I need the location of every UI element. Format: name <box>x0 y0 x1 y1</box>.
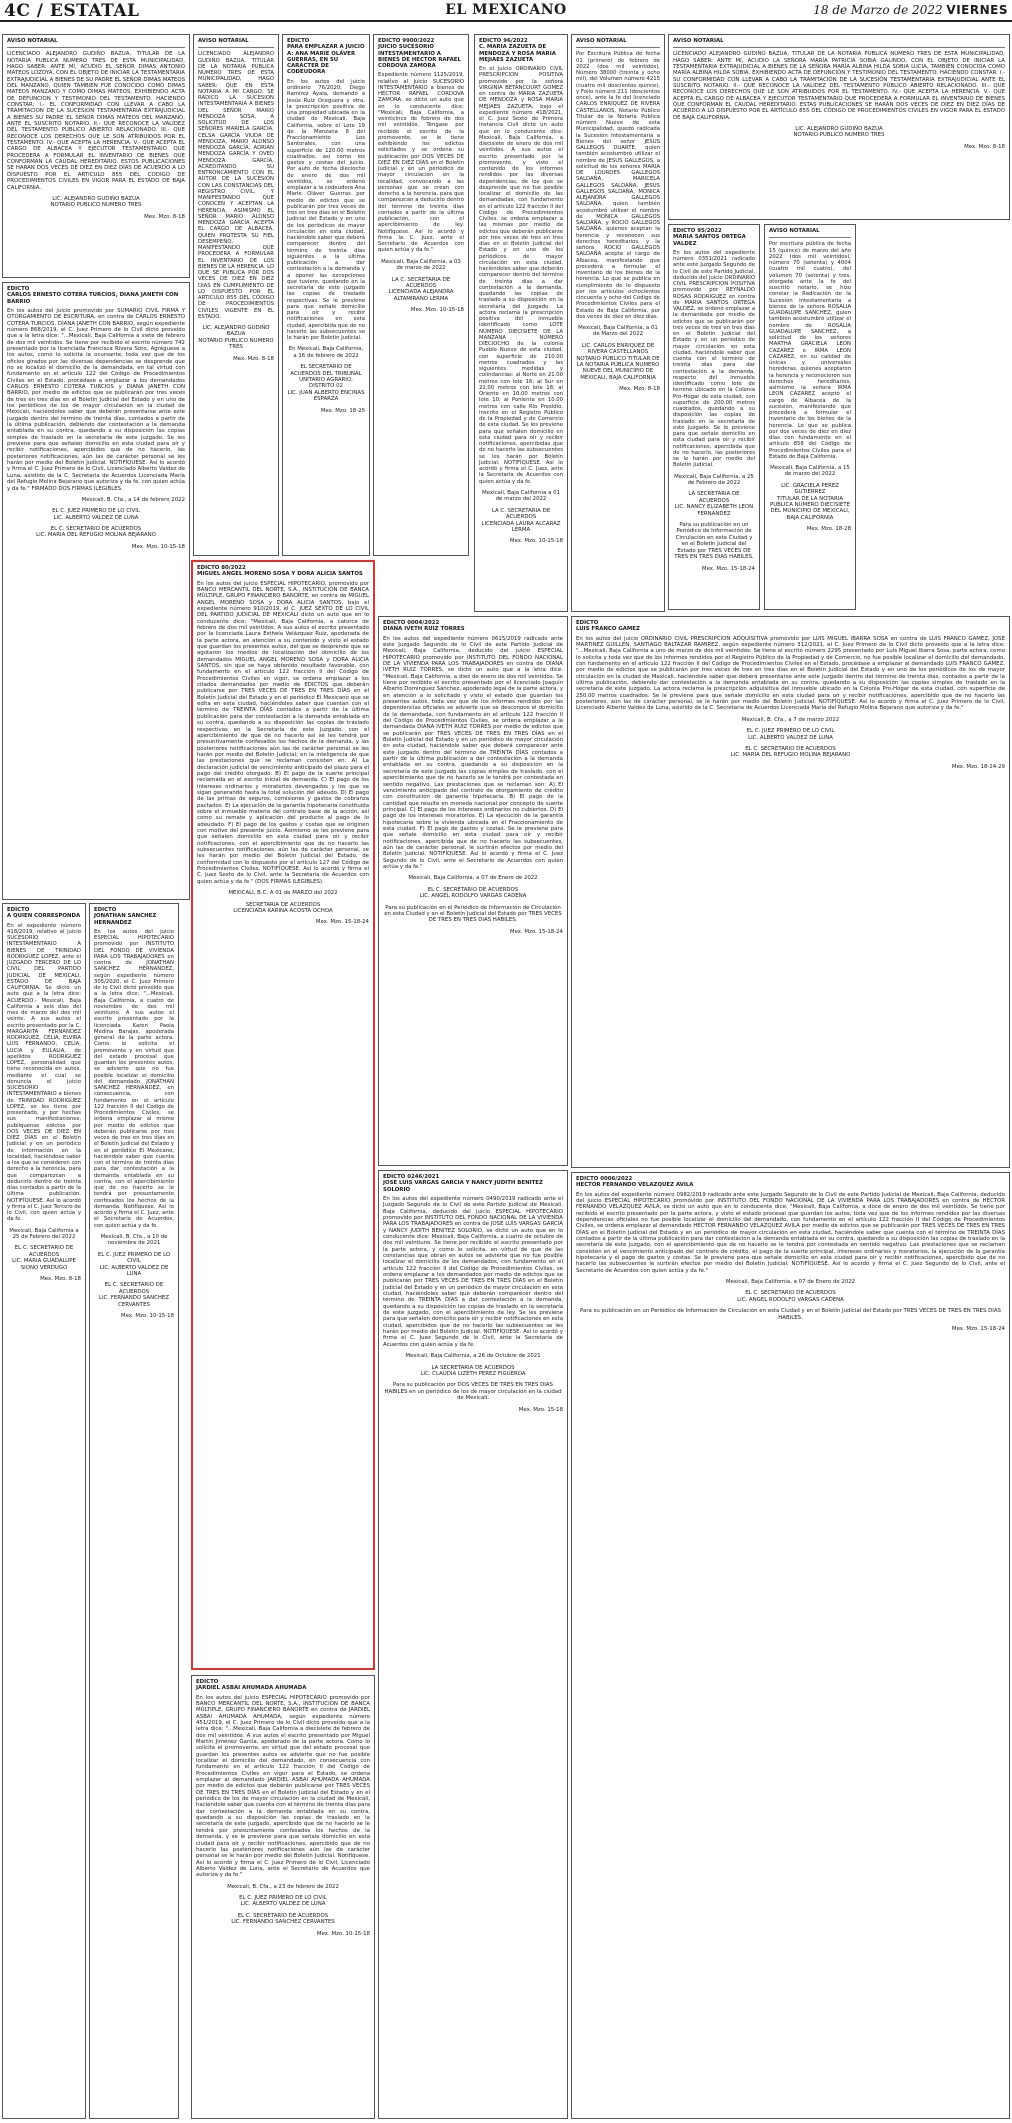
edicto-ana-marie-olaver <box>282 34 370 556</box>
ad-date: Mexicali, Baja California, a 15 de marzo del 2022 <box>770 465 850 478</box>
edicto-a-quien-corresponda <box>2 903 86 2119</box>
ad-secretary-name: LICENCIADA KARINA ACOSTA OCHOA <box>233 907 333 914</box>
ad-body: En los autos del juicio ESPECIAL HIPOTECARIO promovido por BANCO MERCANTIL DEL NORTE, S.A., INSTITUCIÓN DE BANCA MÚLTIPLE, GRUPO FINANCIERO BANORTE en contra de JARDIEL ASBAI AHUMADA AHUMADA, según expediente número 451/2019, el C. Juez Primero de lo Civil dictó proveído que a la letra dice: "...Mexicali, Baja California a diecisiete de febrero de dos mil veintidós. A sus autos el escrito presentado por Miguel Martín Jiménez García, apoderado de la parte actora. Como lo solicita el promovente, en virtud que del estado procesal que guardan los presentes autos se advierte que no fue posible localizar el domicilio del demandado, en consecuencia con fundamento en el artículo 122 fracción II del Código de Procedimientos Civiles en vigor para el Estado, se ordena emplazar al demandado JARDIEL ASBAI AHUMADA AHUMADA por medio de edictos que deberán publicarse por TRES VECES DE TRES EN TRES DÍAS en el Boletín Judicial del Estado y en el periódico de los de mayor circulación en la ciudad de Mexicali, haciéndole saber que cuenta con el término de treinta días para dar contestación a la demanda entablada en su contra, quedando a su disposición las copias de traslado en la secretaría de este juzgado, apercibido que de no hacerlo se le tendrá por presuntamente confesados los hechos de la demanda, y se le previene para que señale domicilio en esta ciudad para oír y recibir notificaciones, apercibido que de no hacerlo las posteriores notificaciones aún las de carácter personal se le harán por medio del Boletín Judicial. Notifíquese. Así lo acordó y firma el C. Juez Primero de lo Civil, Licenciado Alberto Valdez de Luna, ante el Secretario de Acuerdos que autoriza y da fe." <box>196 1694 370 1879</box>
ad-date: En Mexicali, Baja California, a 16 de febrero de 2022 <box>288 346 364 359</box>
ad-date: Mexicali, Baja California a 01 de marzo del 2022 <box>482 489 560 503</box>
ad-body: En los autos del expediente número 0982/2019 radicado ante este Juzgado Segundo de lo Civil de este Partido Judicial de Mexicali, Baja California, deducido del juicio ESPECIAL HIPOTECARIO promovido por INSTITUTO DEL FONDO NACIONAL DE LA VIVIENDA PARA LOS TRABAJADORES en contra de HECTOR FERNANDO VELAZQUEZ AVILA, se dictó un auto que en lo conducente dice: "Mexicali, Baja California, a doce de enero de dos mil veintidós. Se tiene por recibido el escrito presentado por la parte actora, y visto el estado procesal que guardan los autos, toda vez que de los informes rendidos por las diversas dependencias oficiales no fue posible localizar el domicilio del demandado, con fundamento en el artículo 122 fracción II del Código de Procedimientos Civiles, se ordena emplazar al demandado HECTOR FERNANDO VELAZQUEZ AVILA por medio de edictos que se publicarán por TRES VECES DE TRES EN TRES DÍAS en el Boletín Judicial del Estado y en un periódico de mayor circulación en esta ciudad, haciéndole saber que cuenta con el término de TREINTA DÍAS contados a partir de la última publicación para dar contestación a la demanda entablada en su contra, quedando a su disposición las copias de traslado en la secretaría de este juzgado, con el apercibimiento que de no hacerlo se le tendrá por contestada en sentido negativo. Las prestaciones que se reclaman consisten en el vencimiento anticipado del contrato de crédito, el pago de la suerte principal, intereses ordinarios y moratorios, la ejecución de la garantía hipotecaria y el pago de gastos y costas. Se le previene para que señale domicilio en esta ciudad para oír y recibir notificaciones, apercibido que de no hacerlo las subsecuentes le surtirán efectos por medio del Boletín Judicial. NOTIFÍQUESE. Así lo acordó y firma el C. Juez Segundo de lo Civil, ante el Secretario de Acuerdos con quien actúa y da fe." <box>576 1191 1005 1274</box>
ad-secretary-title: EL C. SECRETARIO DE ACUERDOS <box>104 1282 164 1295</box>
edicto-jonathan-sanchez <box>89 903 179 2119</box>
ad-date: Mexicali, Baja California, a 07 de Enero de 2022 <box>725 1279 856 1286</box>
ad-date: MEXICALI, B.C. A 01 de MARZO del 2022 <box>228 890 338 897</box>
ad-header: EDICTO <box>576 620 599 626</box>
ad-body: En el juicio ORDINARIO CIVIL PRESCRIPCION POSITIVA promovido por la señora VIRGINIA BETANCOURT GOMEZ en contra de MARIA ZAZUETA DE MENDOZA y ROSA MARIA MEJIAES ZAZUETA, bajo el expediente número 418/2021, el C. Juez Sexto de Primera Instancia Civil dictó un auto que en lo conducente dice: Mexicali, Baja California, a diecisiete de enero de dos mil veintidós. A sus autos el escrito presentado por la promovente, y visto el contenido de los informes rendidos por las diversas dependencias, de los que se desprende que no fue posible localizar el domicilio de las demandadas, con fundamento en el artículo 122 fracción II del Código de Procedimientos Civiles, se ordena emplazar a las mismas por medio de edictos que deberán publicarse por tres veces de tres en tres días en el Boletín Judicial del Estado y en uno de los periódicos de mayor circulación en esta ciudad, haciéndoles saber que deberán comparecer dentro del término de treinta días a dar contestación a la demanda, quedando las copias de traslado a su disposición en la secretaría del juzgado. La actora reclama la prescripción positiva del inmueble identificado como LOTE NÚMERO DIECISIETE DE LA MANZANA NÚMERO DIECIOCHO de la colonia Pueblo Nuevo de esta ciudad, con superficie de 210.00 metros cuadrados y las siguientes medidas y colindancias: al Norte en 21.00 metros con lote 16; al Sur en 21.00 metros con lote 18; al Oriente en 10.00 metros con lote 10; al Poniente en 10.00 metros con calle Río Presidio, inscrito en el Registro Público de la Propiedad y de Comercio de esta ciudad. Se les previene para que señalen domicilio en esta ciudad para oír y recibir notificaciones, apercibidas que de no hacerlo las subsecuentes se les harán por Boletín Judicial. NOTIFÍQUESE. Así lo acordó y firma el C. Juez, ante la Secretaria de Acuerdos con quien actúa y da fe. <box>479 66 563 485</box>
issue-date-text: 18 de Marzo de 2022 <box>813 3 943 17</box>
ad-signature-name: LIC. ALEJANDRO GUDIÑO BAZUA <box>52 195 140 202</box>
edicto-jardiel-ahumada <box>191 1675 375 2119</box>
ad-publication-note: Para su publicación en un Periódico de Información de Circulación en esta Ciudad y en el Boletín Judicial del Estado por TRES VECES DE TRES EN TRES DIAS HABILES. <box>580 1308 1001 1321</box>
ad-secretary-title: EL C. SECRETARIO DE ACUERDOS <box>50 526 142 533</box>
ad-publication-dates: Mex. Mzo. 8-18 <box>40 1276 81 1283</box>
ad-date: Mexicali, Baja California, a 25 de Febrero de 2022 <box>674 473 754 487</box>
ad-publication-dates: Mex. Mzo. 8-18 <box>964 143 1005 150</box>
ad-secretary-name: LIC. NANCY ELIZABETH LEON FERNANDEZ <box>674 504 754 517</box>
ad-judge-name: LIC. ALBERTO VALDEZ DE LUNA <box>99 1264 169 1277</box>
ad-addressee: DIANA IVETH RUIZ TORRES <box>383 626 465 633</box>
ad-secretary-title: LA C. SECRETARIA DE ACUERDOS <box>391 276 451 289</box>
ad-publication-note: Para su publicación en el Periódico de Información de Circulación en esta Ciudad y en el Boletín Judicial del Estado por TRES VECES DE TRES EN TRES DIAS HABILES. <box>384 904 562 924</box>
ad-date: Mexicali, B. Cfa., a 10 de noviembre de 2021 <box>100 1233 168 1247</box>
ad-addressee: JUICIO SUCESORIO INTESTAMENTARIO A BIENES DE HECTOR RAFAEL CORDOVA ZAMORA <box>378 44 461 70</box>
ad-publication-dates: Mex. Mzo. 18-25 <box>320 407 365 414</box>
section-title: 4C / ESTATAL <box>4 1 140 21</box>
ad-secretary-name: LICENCIADA ALEJANDRA ALTAMIRANO LERMA <box>388 289 454 302</box>
ad-secretary-name: LIC. FERNANDO SANCHEZ CERVANTES <box>98 1295 170 1308</box>
ad-header: EDICTO 96/2022 <box>479 38 528 44</box>
ad-secretary-name: LIC. JUAN ALBERTO ENCINAS ESPARZA <box>287 389 365 403</box>
ad-header: EDICTO <box>7 286 30 292</box>
ad-publication-dates: Mex. Mzo. 15-18-24 <box>701 565 755 572</box>
ad-publication-dates: Mex. Mzo. 8-18 <box>144 213 185 220</box>
ad-header: EDICTO <box>287 38 310 44</box>
ad-publication-note: Para su publicación por DOS VECES DE TRES EN TRES DIAS HABILES en un periódico de los de mayor circulación en la ciudad de Mexicali. <box>384 1382 562 1402</box>
ad-addressee: LUIS FRANCO GAMEZ <box>576 626 640 633</box>
ad-date: Mexicali, B. Cfa., a 7 de marzo 2022 <box>741 716 840 723</box>
ad-signature-name: LIC. ALEJANDRO GUDIÑO BAZUA <box>202 325 270 338</box>
ad-judge-title: EL C. JUEZ PRIMERO DE LO CIVIL <box>97 1251 171 1265</box>
ad-body: Por Escritura Pública de fecha 01 (primero) de febrero de 2022 (dos mil veintidós), Número 38000 (treinta y ocho mil), del Volumen número 4215 (cuatro mil doscientos quince), y Folio número 211 (doscientos once), ante la fe del licenciado CARLOS ENRIQUEZ DE RIVERA CASTELLANOS, Notario Público Titular de la Notaría Pública número Nueve de esta Municipalidad, quedó radicada la Sucesión Intestamentaria a Bienes del señor JESUS GALLEGOS DUARTE, quien también acostumbró utilizar el nombre de JESUS GALLEGOS, a solicitud de los señores MARIA DE LOURDES GALLEGOS SALDAÑA, MARICELA GALLEGOS SALDAÑA, JESUS GALLEGOS SALDAÑA, MONICA ALEJANDRA GALLEGOS SALDAÑA, quien también acostumbró utilizar el nombre de MONICA GALLEGOS SALDAÑA, y ROCIO GALLEGOS SALDAÑA, quienes aceptan la herencia y reconocen sus derechos hereditarios, y la señora ROCIO GALLEGOS SALDAÑA acepta el cargo de Albacea, manifestando que procederá a formular el inventario de los bienes de la herencia. Lo que se publica en cumplimiento de lo dispuesto por los artículos ochocientos cincuenta y ocho del Código de Procedimientos Civiles para el Estado de Baja California, por dos veces de diez en diez días. <box>576 51 660 320</box>
ad-publication-dates: Mex. Mzo. 8-18 <box>233 355 274 362</box>
ad-secretary-title: EL C. SECRETARIO DE ACUERDOS <box>237 1912 329 1919</box>
ad-secretary-name: LIC. MARIA DEL REFUGIO MOLINA BEJARANO <box>730 752 851 759</box>
ad-secretary-title: LA SECRETARIA DE ACUERDOS <box>431 1364 515 1371</box>
ad-secretary-name: LICENCIADA LAURA ALCARAZ LERMA <box>481 520 561 533</box>
ad-divider <box>769 237 851 238</box>
ad-publication-dates: Mex. Mzo. 10-15-18 <box>509 538 563 545</box>
ad-header: AVISO NOTARIAL <box>576 38 627 44</box>
ad-divider <box>7 47 185 48</box>
ad-addressee: MARIA SANTOS ORTEGA VALDEZ <box>673 234 746 247</box>
ad-body: En los autos del juicio ordinario 76/2020, Diego Ramírez Ayala, demandó a Jesús Ruiz Oceguera y otra, la prescripción positiva de una propiedad ubicada en la ciudad de Mexicali, Baja California, sobre el Lote 19 de la Manzana 8 del Fraccionamiento Los Santorales, con una superficie de 120.00 metros cuadrados, así como los gastos y costas del juicio. Por auto de fecha dieciocho de enero de dos mil veintidós, se ordenó emplazar a la codeudora Ana Marie Oláver Guerras por medio de edictos que se publicarán por tres veces de tres en tres días en el Boletín Judicial del Estado y en uno de los periódicos de mayor circulación en esta ciudad, haciéndole saber que deberá comparecer dentro del término de treinta días siguientes a la última publicación a dar contestación a la demanda y a oponer las excepciones que tuviere, quedando en la secretaría de este juzgado las copias de traslado respectivas. Se le previene para que señale domicilio para oír y recibir notificaciones en esta ciudad, apercibida que de no hacerlo las subsecuentes se le harán por Boletín Judicial. <box>287 78 365 342</box>
ad-signature-title: NOTARIO PUBLICO NUMERO TRES <box>198 337 274 351</box>
ad-body: Expediente número 1125/2019, relativo al juicio SUCESORIO INTESTAMENTARIO a bienes de HECTOR RAFAEL CORDOVA ZAMORA, se dictó un auto que en lo conducente dice: "Mexicali, Baja California, a veinticinco de febrero de dos mil veintidós. Téngase por recibido el escrito de la promovente, se le tiene exhibiendo los edictos solicitados y se ordena su publicación por DOS VECES DE DIEZ EN DIEZ DÍAS en el Boletín Judicial y en un periódico de mayor circulación en la localidad, convocando a las personas que se crean con derecho a la herencia, para que comparezcan a deducirlo dentro del término de treinta días contados a partir de la última publicación, con el apercibimiento de ley. Notifíquese. Así lo acordó y firma la C. Juez, ante el Secretario de Acuerdos con quien actúa y da fe." <box>378 72 464 254</box>
ad-addressee: PARA EMPLAZAR A JUICIO A: ANA MARIE OLÁVER GUERRAS, EN SU CARÁCTER DE CODEUDORA <box>287 44 365 76</box>
ad-addressee: C. MARIA ZAZUETA DE MENDOZA Y ROSA MARIA MEJIAES ZAZUETA <box>479 44 556 63</box>
ad-header: AVISO NOTARIAL <box>198 38 249 44</box>
ad-publication-dates: Mex. Mzo. 10-15-18 <box>120 1312 174 1319</box>
ad-header: EDICTO 0246/2021 <box>383 1174 440 1180</box>
aviso-notarial-mendoza <box>193 34 279 556</box>
ad-judge-name: LIC. ALBERTO VALDEZ DE LUNA <box>240 1901 326 1908</box>
edicto-diana-ruiz-torres <box>378 616 568 1166</box>
ad-date: Mexicali, Baja California, a 03 de marzo de 2022 <box>381 258 461 272</box>
edicto-luis-franco-gamez <box>571 616 1010 1168</box>
ad-date: Mexicali, B. Cfa., a 14 de febrero 2022 <box>81 496 185 503</box>
ad-header: EDICTO 9900/2022 <box>378 38 435 44</box>
ad-publication-dates: Mex. Mzo. 15-18 <box>518 1406 563 1413</box>
ad-header: AVISO NOTARIAL <box>769 228 820 234</box>
ad-publication-dates: Mex. Mzo. 18-24-29 <box>951 763 1005 770</box>
ad-date: Mexicali, Baja California, a 26 de Octubre de 2021 <box>405 1353 541 1360</box>
ad-header: EDICTO <box>94 907 117 913</box>
ad-judge-title: EL C. JUEZ PRIMERO DE LO CIVIL <box>52 508 140 515</box>
ad-addressee: CARLOS ERNESTO COTERA TURCIOS, DIANA JANETH CON BARRIO <box>7 292 179 305</box>
ad-divider <box>198 47 274 48</box>
ad-body: En los autos del juicio ORDINARIO CIVIL PRESCRIPCION ADQUISITIVA promovido por LUIS MIGUEL IBARRA SOSA en contra de LUIS FRANCO GAMEZ, JOSE MARTINEZ GUILLEN, SANTIAGO BALTAZAR RAMIREZ, según expediente número 312/2021, el C. Juez Primero de lo Civil dictó proveído que a la letra dice: "...Mexicali, Baja California a uno de marzo de dos mil veintidós. Se tiene el escrito número 2295 presentado por Luis Miguel Ibarra Sosa, parte actora, como lo solicita y toda vez que de los informes rendidos por el Registro Público de la Propiedad y de Comercio, no fue posible localizar el domicilio del demandado, con fundamento en el artículo 122 fracción II del Código de Procedimientos Civiles en el Estado, procédase a emplazar al demandado LUIS FRANCO GAMEZ, por medio de edictos que se publicarán por tres veces de tres en tres días en el Boletín Judicial del Estado y en uno de los periódicos de los de mayor circulación en la ciudad de Mexicali, haciéndole saber que deberá presentarse ante este juzgado dentro del término de treinta días, contados a partir de la última publicación, debiendo dar contestación a la demanda entablada en su contra, quedando a su disposición las copias simples de traslado en la secretaría de este juzgado. La actora reclama la prescripción adquisitiva del inmueble ubicado en la Colonia Pro-Hogar de esta ciudad, con superficie de 250.00 metros cuadrados. Se le previene para que señale domicilio en esta ciudad para oír y recibir notificaciones, apercibido que de no hacerlo las posteriores, aún las de carácter personal, se le harán por medio del Boletín Judicial. NOTIFÍQUESE. Así lo acordó y firma el C. Juez Primero de lo Civil, Licenciado Alberto Valdez de Luna, asistido de la C. Secretaria de Acuerdos Licenciada María del Refugio Molina Bejarano que autoriza y da fe." <box>576 635 1005 712</box>
ad-secretary-name: LIC. CLAUDIA LIZETH PEREZ FIGUEROA <box>420 1370 526 1377</box>
edicto-cordova-zamora <box>373 34 469 556</box>
ad-publication-dates: Mex. Mzo. 18-28 <box>806 526 851 533</box>
ad-publication-dates: Mex. Mzo. 10-15-18 <box>410 307 464 314</box>
ad-body: Por escritura pública de fecha 15 (quince) de marzo del año 2022 (dos mil veintidós), número 70 (setenta) y 4004 (cuatro mil cuatro), del volumen 70 (setenta) y tres, otorgada ante la fe del suscrito notario, se hizo constar la Radicación de la Sucesión Intestamentaria a bienes de la señora ROSALIA GUADALUPE SANCHEZ, quien también acostumbró utilizar el nombre de ROSALIA GUADALUPE SANCHEZ, a solicitud de los señores MARTHA GRACIELA LEON CAZAREZ e IRMA LEON CAZAREZ, en su calidad de únicas y universales herederas, quienes aceptaron la herencia y reconocieron sus derechos hereditarios, asimismo la señora IRMA LEON CAZAREZ aceptó el cargo de Albacea de la sucesión, manifestando que procederá a formular el inventario de los bienes de la herencia. Lo que se publica por dos veces de diez en diez días con fundamento en el artículo 858 del Código de Procedimientos Civiles para el Estado de Baja California. <box>769 241 851 460</box>
ad-publication-dates: Mex. Mzo. 10-15-18 <box>131 543 185 550</box>
ad-body: En los autos del expediente número 0490/2019 radicado ante el Juzgado Segundo de lo Civil de este Partido Judicial de Mexicali, Baja California, deducido del juicio ESPECIAL HIPOTECARIO promovido por INSTITUTO DEL FONDO NACIONAL DE LA VIVIENDA PARA LOS TRABAJADORES en contra de JOSE LUIS VARGAS GARCIA y NANCY JUDITH BENITEZ SOLORIO, se dictó un auto que en lo conducente dice: Mexicali, Baja California, a cuatro de octubre de dos mil veintiuno. Se tiene por recibido el escrito presentado por la parte actora, y como lo solicita, en virtud de que de las constancias que obran en autos se advierte que no fue posible localizar el domicilio de los demandados, con fundamento en el artículo 122 fracción II del Código de Procedimientos Civiles, se ordena emplazar a los demandados por medio de edictos que se publicarán por TRES VECES DE TRES EN TRES DÍAS en el Boletín Judicial del Estado y en un periódico de mayor circulación en esta ciudad, haciéndoles saber que deberán comparecer dentro del término de TREINTA DÍAS a dar contestación a la demanda, quedando a su disposición las copias de traslado en la secretaría de este juzgado, con el apercibimiento de ley. Se les previene para que señalen domicilio para oír y recibir notificaciones en esta ciudad, apercibidos que de no hacerlo las subsecuentes se les harán por medio del Boletín Judicial. NOTIFÍQUESE. Así lo acordó y firma el C. Juez Segundo de lo Civil, ante la Secretaria de Acuerdos con quien actúa y da fe. <box>383 1195 563 1348</box>
ad-addressee: JONATHAN SANCHEZ HERNANDEZ <box>94 913 157 926</box>
ad-publication-dates: Mex. Mzo. 15-18-24 <box>509 928 563 935</box>
ad-signature-title: NOTARIO PUBLICO NUMERO TRES <box>793 132 885 139</box>
aviso-notarial-sobia <box>668 34 1010 220</box>
ad-divider <box>673 47 1005 48</box>
ad-date: Mexicali, B. Cfa., a 23 de febrero de 2022 <box>227 1883 339 1890</box>
aviso-notarial-leon-cazarez <box>764 224 856 610</box>
ad-body: En los autos del juicio ESPECIAL HIPOTECARIO, promovido por BANCO MERCANTIL DEL NORTE, S.A., INSTITUCIÓN DE BANCA MÚLTIPLE, GRUPO FINANCIERO BANORTE, en contra de MIGUEL ANGEL MORENO SOSA y DORA ALICIA SANTOS, bajo el expediente número 910/2019, el C. JUEZ SEXTO DE LO CIVIL DEL PARTIDO JUDICIAL DE MEXICALI dictó un auto que en lo conducente dice: "Mexicali, Baja California, a catorce de febrero de dos mil veintidós. A sus autos el escrito presentado por la licenciada Laura Esthela Velázquez Ruiz, apoderada de la parte actora, en atención a su contenido y visto el estado que guardan los presentes autos, del que se desprende que se agotaron los medios de localización del domicilio de los demandados MIGUEL ANGEL MORENO SOSA y DORA ALICIA SANTOS, sin que se haya obtenido resultado favorable, con fundamento en el artículo 122 fracción II del Código de Procedimientos Civiles en vigor, se ordena emplazar a los citados demandados por medio de EDICTOS que deberán publicarse por TRES VECES DE TRES EN TRES DÍAS en el Boletín Judicial del Estado y en el periódico El Mexicano que se edita en esta ciudad, haciéndoles saber que cuentan con el término de TREINTA DÍAS contados a partir de la última publicación para dar contestación a la demanda entablada en su contra, quedando a su disposición las copias de traslado respectivas en la Secretaría de este Juzgado, con el apercibimiento de que de no hacerlo así se les tendrá por presuntivamente confesados los hechos de la demanda, y las posteriores notificaciones aún las de carácter personal se les harán por medio del Boletín Judicial; en la inteligencia de que las prestaciones que se reclaman consisten en: A) La declaración judicial de vencimiento anticipado del plazo para el pago del crédito otorgado. B) El pago de la suerte principal reclamada en el escrito inicial de demanda. C) El pago de los intereses ordinarios y moratorios devengados y los que se sigan generando hasta la total solución del adeudo. D) El pago de las primas de seguros, comisiones y gastos de cobranza pactados. E) La ejecución de la garantía hipotecaria constituida sobre el inmueble materia del contrato base de la acción, así como su remate y aplicación del producto al pago de lo adeudado. F) El pago de los gastos y costas que se originen con motivo del presente juicio. Asimismo se les previene para que señalen domicilio en esta ciudad para oír y recibir notificaciones, con el apercibimiento que de no hacerlo las subsecuentes notificaciones, aún las de carácter personal, se les harán por medio del Boletín Judicial del Estado, de conformidad con lo dispuesto por el artículo 127 del Código de Procedimientos Civiles. NOTIFÍQUESE. Así lo acordó y firma el C. Juez Sexto de lo Civil, ante la Secretaria de Acuerdos con quien actúa y da fe." (DOS FIRMAS ILEGIBLES). <box>197 580 369 885</box>
ad-body: LICENCIADO ALEJANDRO GUDIÑO BAZUA, TITULAR DE LA NOTARIA PUBLICA NUMERO TRES DE ESTA MUNICIPALIDAD, HAGO SABER: QUE EN ESTA NOTARIA A MI CARGO, SE RADICO LA SUCESION INTESTAMENTARIA A BIENES DEL SEÑOR MARIO MENDOZA SOSA, A SOLICITUD DE LOS SEÑORES MARIELA GARCÍA, CELSA GARCÍA VIUDA DE MENDOZA, MARIO ALONSO MENDOZA GARCÍA, ADRIAN MENDOZA GARCÍA Y OVED MENDOZA GARCÍA, ACREDITANDO SU ENTRONCAMIENTO CON EL AUTOR DE LA SUCESIÓN CON LAS CONSTANCIAS DEL REGISTRO CIVIL, Y MANIFESTANDO QUE CONOCEN Y ACEPTAN LA HERENCIA, ASIMISMO EL SEÑOR MARIO ALONSO MENDOZA GARCÍA ACEPTA EL CARGO DE ALBACEA, QUIEN PROTESTA SU FIEL DESEMPEÑO, MANIFESTANDO QUE PROCEDERA A FORMULAR EL INVENTARIO DE LOS BIENES DE LA HERENCIA. LO QUE SE PUBLICA POR DOS VECES DE DIEZ EN DIEZ DIAS EN CUMPLIMIENTO DE LO DISPUESTO POR EL ARTICULO 855 DEL CÓDIGO DE PROCEDIMIENTOS CIVILES VIGENTE EN EL ESTADO. <box>198 51 274 320</box>
ad-header: EDICTO 0006/2022 <box>576 1176 633 1182</box>
ad-header: EDICTO 95/2022 <box>673 228 722 234</box>
ad-publication-note: Para su publicación en un Periódico de Información de Circulación en esta Ciudad y en el Boletín Judicial del Estado por TRES VECES DE TRES EN TRES DIAS HABILES. <box>674 522 754 561</box>
ad-secretary-title: SECRETARIA DE ACUERDOS <box>245 901 321 908</box>
edicto-cotera-turcios <box>2 282 190 900</box>
ad-secretary-name: LIC. FERNANDO SANCHEZ CERVANTES <box>231 1919 335 1926</box>
issue-date <box>813 3 1008 17</box>
ad-judge-name: LIC. ALBERTO VALDEZ DE LUNA <box>748 734 833 741</box>
ad-publication-dates: Mex. Mzo. 15-18-24 <box>315 919 369 926</box>
ad-addressee: MIGUEL ANGEL MORENO SOSA Y DORA ALICIA SANTOS <box>197 571 363 578</box>
ad-body: LICENCIADO ALEJANDRO GUDIÑO BAZUA, TITULAR DE LA NOTARIA PUBLICA NUMERO TRES DE ESTA MUNICIPALIDAD, HAGO SABER: ANTE MI, ACUDIO LA SEÑORA MARÍA PATRICIA SOBIA GALINDO, CON EL OBJETO DE INICIAR LA TESTAMENTARIA EXTRAJUDICIAL A BIENES DE LA SEÑORA MARÍA ALBINA HILDA SOBIA LUCIA, TAMBIÉN CONOCIDA COMO MARÍA ALBINA HILDA SOBIA, EXHIBIENDO ACTA DE DEFUNCIÓN Y TESTIMONIO DEL TESTAMENTO. HACIENDO CONSTAR: I.- SU CONFORMIDAD CON LLEVAR A CABO LA TRAMITACIÓN DE LA SUCESIÓN TESTAMENTARIA EXTRAJUDICIAL ANTE EL SUSCRITO NOTARIO. II.- QUE RECONOCE LA VALIDEZ DEL TESTAMENTO PÚBLICO ABIERTO RELACIONADO. III.- QUE RECONOCE LOS DERECHOS QUE LE SON ATRIBUIDOS POR EL TESTAMENTO. IV.- QUE ACEPTA LA HERENCIA. V.- QUE ACEPTA EL CARGO DE ALBACEA Y EJECUTOR TESTAMENTARIO QUE PROCEDERÁ A FORMULAR EL INVENTARIO DE BIENES QUE CONFORMAN EL CAUDAL HEREDITARIO. ESTAS PUBLICACIONES SE HARÁN DOS VECES DE DIEZ EN DIEZ DÍAS DE ACUERDO A LO DISPUESTO POR EL ARTÍCULO 855 DEL CÓDIGO DE PROCEDIMIENTOS CIVILES EN VIGOR PARA EL ESTADO DE BAJA CALIFORNIA. <box>673 51 1005 121</box>
ad-header: EDICTO 80/2022 <box>197 565 246 571</box>
ad-body: En el expediente número 418/2019, relativo al juicio SUCESORIO INTESTAMENTARIO A BIENES DE TRINIDAD RODRIGUEZ LOPEZ, ante el JUZGADO TERCERO DE LO CIVIL DEL PARTIDO JUDICIAL DE MEXICALI, ESTADO DE BAJA CALIFORNIA. Se dictó un auto que a la letra dice: ACUERDO.- Mexicali, Baja California a seis días del mes de marzo del dos mil veinte. A sus autos el escrito presentado por la C. MARGARITA FERNANDEZ RODRIGUEZ, CELIA, ELVIRA LUIS FERNANDO, CELIA, LUCIA y EULALIA, de apellidos RODRIGUEZ LOPEZ, personalidad que tiene reconocida en autos, mediante el cual se denuncia el juicio SUCESORIO INTESTAMENTARIO a bienes de TRINIDAD RODRIGUEZ LOPEZ, se les tiene por presentado, y por hechas sus manifestaciones, publíquense edictos por DOS VECES DE DIEZ EN DIEZ DÍAS en el Boletín Judicial y en un periódico de información en la localidad, haciéndose saber a los que se consideren con derecho a la herencia, para que comparezcan a deducirlo dentro de treinta días contados a partir de la última publicación. NOTIFÍQUESE. Así lo acordó y firma el C. Juez Tercero de lo Civil, con quien actúa y da fe. <box>7 922 81 1223</box>
ad-body: En los autos del expediente número 0615/2019 radicado ante este Juzgado Segundo de lo Civil de este Partido Judicial de Mexicali, Baja California, deducido del juicio ESPECIAL HIPOTECARIO promovido por INSTITUTO DEL FONDO NACIONAL DE LA VIVIENDA PARA LOS TRABAJADORES en contra de DIANA IVETH RUIZ TORRES, se dictó un auto que a la letra dice: "Mexicali, Baja California, a diez de enero de dos mil veintidós. Se tiene por recibido el escrito presentado por el licenciado Joaquín Alberto Domínguez Sánchez, apoderado legal de la parte actora, y en atención a lo solicitado y visto el estado que guardan los presentes autos, toda vez que de los informes rendidos por las dependencias oficiales se advierte que se desconoce el domicilio de la demandada, con fundamento en el artículo 122 fracción II del Código de Procedimientos Civiles, se ordena emplazar a la demandada DIANA IVETH RUIZ TORRES por medio de edictos que se publicarán por TRES VECES DE TRES EN TRES DÍAS en el Boletín Judicial del Estado y en un periódico de mayor circulación en esta ciudad, haciéndole saber que deberá comparecer ante este juzgado dentro del término de TREINTA DÍAS contados a partir de la última publicación a dar contestación a la demanda entablada en su contra, quedando a su disposición en la secretaría de este juzgado las copias simples de traslado, con el apercibimiento que de no hacerlo se le tendrá por contestada en sentido negativo. Las prestaciones que se reclaman son: A) El vencimiento anticipado del contrato de otorgamiento de crédito con constitución de garantía hipotecaria. B) El pago de la cantidad que resulte en moneda nacional por concepto de suerte principal. C) El pago de los intereses ordinarios no cubiertos. D) El pago de los intereses moratorios. E) La ejecución de la garantía hipotecaria sobre la vivienda ubicada en el Fraccionamiento de esta ciudad. F) El pago de gastos y costas. Se le previene para que señale domicilio en esta ciudad para oír y recibir notificaciones, apercibida que de no hacerlo las subsecuentes, aún las de carácter personal, le surtirán efectos por medio del Boletín Judicial. NOTIFÍQUESE. Así lo acordó y firma el C. Juez Segundo de lo Civil, ante el Secretario de Acuerdos con quien actúa y da fe." <box>383 635 564 870</box>
ad-secretary-title: LA SECRETARIA DE ACUERDOS <box>688 491 740 504</box>
ad-secretary-title: EL C. SECRETARIO DE ACUERDOS <box>745 1290 836 1297</box>
aviso-notarial-gallegos <box>571 34 665 612</box>
ad-addressee: JOSE LUIS VARGAS GARCIA Y NANCY JUDITH BENITEZ SOLORIO <box>383 1180 543 1193</box>
edicto-zazueta-block <box>474 34 568 612</box>
ad-secretary-title: EL C. SECRETARIO DE ACUERDOS <box>14 1245 74 1258</box>
ad-judge-name: LIC. ALBERTO VALDEZ DE LUNA <box>53 514 139 521</box>
ad-signature-title: NOTARIO PÚBLICO TITULAR DE LA NOTARIA PÚBLICA NUMERO NUEVE DEL MUNICIPIO DE MEXICALI, BAJA CALIFORNIA <box>576 355 660 381</box>
ad-header: AVISO NOTARIAL <box>673 38 724 44</box>
ad-date: Mexicali, Baja California, a 01 de Marzo del 2022 <box>578 325 658 338</box>
ad-signature-title: TITULAR DE LA NOTARIA PUBLICA NUMERO DIECISIETE DEL MUNICIPIO DE MEXICALI, BAJA CALIFORNIA <box>769 495 850 521</box>
ad-secretary-name: LIC. ANGEL RODOLFO VARGAS CADENA <box>419 893 527 900</box>
ad-header: EDICTO <box>196 1679 219 1685</box>
ad-date: Mexicali, Baja California, a 07 de Enero de 2022 <box>408 875 538 882</box>
issue-weekday: VIERNES <box>946 3 1008 17</box>
edicto-ortega-valdez <box>668 224 760 610</box>
edicto-velazquez-avila <box>571 1172 1010 2119</box>
ad-header: EDICTO <box>7 907 30 913</box>
ad-signature-title: NOTARIO PUBLICO NUMERO TRES <box>50 202 142 209</box>
ad-date: Mexicali, Baja California a 25 de Febrero del 2022 <box>9 1227 79 1240</box>
ad-secretary-title: EL C. SECRETARIO DE ACUERDOS <box>745 745 836 752</box>
ad-addressee: A QUIEN CORRESPONDA <box>7 913 81 920</box>
ad-signature-name: LIC. GRACIELA PEREZ GUTIERREZ <box>781 482 839 496</box>
ad-publication-dates: Mex. Mzo. 8-18 <box>619 386 660 393</box>
newspaper-name: EL MEXICANO <box>445 2 567 18</box>
ad-secretary-name: LIC. ANGEL RODOLFO VARGAS CADENA <box>737 1296 844 1303</box>
ad-secretary-title: LA C. SECRETARIA DE ACUERDOS <box>491 507 551 521</box>
edicto-moreno-sosa-highlighted <box>191 560 375 1670</box>
ad-secretary-name: LIC. MARIA GUADALUPE SIONO VERDUGO <box>12 1258 76 1271</box>
page-masthead <box>0 0 1012 22</box>
ad-publication-dates: Mex. Mzo. 15-18-24 <box>951 1326 1005 1333</box>
ad-header: AVISO NOTARIAL <box>7 38 58 44</box>
ad-secretary-name: LIC. MARIA DEL REFUGIO MOLINA BEJARANO <box>36 532 156 539</box>
ad-judge-title: EL C. JUEZ PRIMERO DE LO CIVIL <box>746 728 835 735</box>
ad-secretary-title: EL SECRETARIO DE ACUERDOS DEL TRIBUNAL UNITARIO AGRARIO, DISTRITO 02 <box>290 364 362 390</box>
ad-divider <box>576 47 660 48</box>
ad-secretary-title: EL C. SECRETARIO DE ACUERDOS <box>427 886 519 893</box>
ad-addressee: JARDIEL ASBAI AHUMADA AHUMADA <box>196 1685 307 1692</box>
ad-signature-name: LIC. CARLOS ENRIQUEZ DE RIVERA CASTELLANOS <box>581 342 655 356</box>
ad-judge-title: EL C. JUEZ PRIMERO DE LO CIVIL <box>239 1894 327 1901</box>
ad-body: En los autos del juicio ESPECIAL HIPOTECARIO promovido por INSTITUTO DEL FONDO DE VIVIENDA PARA LOS TRABAJADORES en contra de JONATHAN SANCHEZ HERNANDEZ, según expediente número 305/2020, el C. Juez Primero de lo Civil dictó proveído que a la letra dice: "...Mexicali, Baja California, a cuatro de noviembre de dos mil veintiuno. A sus autos el escrito presentado por la licenciada Karen Paola Medina Barajas, apoderada general de la parte actora. Como lo solicita el promovente y en virtud que del estado procesal que guardan los presentes autos, se advierte que no fue posible localizar el domicilio del demandado JONATHAN SANCHEZ HERNANDEZ, en consecuencia, con fundamento en el artículo 122 fracción II del Código de Procedimientos Civiles, se ordena emplazar al mismo por medio de edictos que deberán publicarse por tres veces de tres en tres días en el Boletín Judicial del Estado y en el periódico El Mexicano, haciéndole saber que cuenta con el término de treinta días para dar contestación a la demanda entablada en su contra, con el apercibimiento que de no hacerlo se le tendrá por presuntamente confesados los hechos de la demanda. Notifíquese. Así lo acordó y firma el C. Juez, ante el Secretario de Acuerdos, con quien actúa y da fe. <box>94 928 174 1229</box>
ad-body: En los autos del expediente número 0351/2021 radicado ante este Juzgado Segundo de lo Civil de este Partido Judicial, deducido del juicio ORDINARIO CIVIL PRESCRIPCION POSITIVA promovido por REYNALDO ROSAS RODRIGUEZ en contra de MARIA SANTOS ORTEGA VALDEZ, se ordenó emplazar a la demandada por medio de edictos que se publicarán por tres veces de tres en tres días en el Boletín Judicial del Estado y en un periódico de mayor circulación en esta ciudad, haciéndole saber que cuenta con el término de treinta días para dar contestación a la demanda, respecto del inmueble identificado como lote de terreno ubicado en la Colonia Pro-Hogar de esta ciudad, con superficie de 200.00 metros cuadrados, quedando a su disposición las copias de traslado en la secretaría de este juzgado. Se le previene para que señale domicilio en esta ciudad para oír y recibir notificaciones, apercibida que de no hacerlo, las posteriores se le harán por medio del Boletín Judicial. <box>673 249 755 469</box>
ad-signature-name: LIC. ALEJANDRO GUDIÑO BAZUA <box>795 126 883 133</box>
ad-body: LICENCIADO ALEJANDRO GUDIÑO BAZUA, TITULAR DE LA NOTARIA PUBLICA NUMERO TRES DE ESTA MUNICIPALIDAD, HAGO SABER: ANTE MI, ACUDIO EL SEÑOR DIMAS ANTONIO MATEOS LOZOYA, CON EL OBJETO DE INICIAR LA TESTAMENTARIA EXTRAJUDICIAL A BIENES DE SU PADRE EL SEÑOR DIMAS MATEOS DEL MANZANO, QUIEN TAMBIEN FUE CONOCIDO COMO DIMAS MATEOS MANZANO Y COMO DIMAS MATEOS, EXHIBIENDO ACTA DE DEFUNCION Y TESTIMONIO DEL TESTAMENTO. HACIENDO CONSTAR: I.- EL CONFORMIDAD CON LLEVAR A CABO LA TRAMITACION DE LA SUCESION TESTAMENTARIA EXTRAJUDICIAL A BIENES SU PADRE EL SEÑOR DIMAS MATEOS DEL MANZANO, ANTE EL SUSCRITO NOTARIO. II.- QUE RECONOCE LA VALIDEZ DEL TESTAMENTO PÚBLICO ABIERTO RELACIONADO. III.- QUE RECONOCE LOS DERECHOS QUE LE SON ATRIBUIDOS POR EL TESTAMENTO. IV.- QUE ACEPTA LA HERENCIA. V.- QUE ACEPTA EL CARGO DE ALBACEA Y EJECUTOR TESTAMENTARIO QUE PROCEDERA A FORMULAR EL INVENTARIO DE BIENES QUE CONFORMAN LA CAUDAL HEREDITARIO. ESTOS PUBLICACIONES SE HARAN DOS VECES DE DIEZ EN DIEZ DÍAS DE ACUERDO A LO DISPUESTO POR EL ARTICULO 855 DEL CODIGO DE PROCEDIMIENTOS CIVILES EN VIGOR PARA EL ESTADO DE BAJA CALIFORNIA. <box>7 51 185 191</box>
ad-body: En los autos del juicio promovido por SUMARIO CIVIL FIRMA Y OTORGAMIENTO DE ESCRITURA, en contra de CARLOS ERNESTO COTERA TURCIOS, DIANA JANETH CON BARRIO, según expediente número 868/2019, el C. Juez Primero de lo Civil dictó proveído que a la letra dice: "...Mexicali, Baja California a siete de febrero de dos mil veintidós. Se tiene por recibido el escrito número 742 presentado por la licenciada Francisca Rivera Soto, Agréguese a los autos, como lo solicita la ocursante, toda vez que de los oficios girados por las diversas dependencias se desprende que no se localizó el domicilio de la demandada, en tal virtud con fundamento en el artículo 122 del Código de Procedimientos Civiles en el Estado, procédase a emplazar a los demandados CARLOS ERNESTO COTERA TURCIOS y DIANA JANETH CON BARRIO, por medio de edictos que se publicarán por tres veces de tres en tres días en el Boletín Judicial del Estado y en uno de los periódicos de los de mayor circulación en la ciudad de Mexicali, haciéndoles saber que deberán presentarse ante este juzgado dentro del término de treinta días, contados a partir de la última publicación, debiendo dar contestación a la demanda entablada en su contra, quedando a su disposición las copias simples de traslado en la secretaria de este juzgado. Se les previene para que señalen domicilio en esta ciudad para oír y recibir notificaciones, apercibidos que de no hacerlo, las posteriores notificaciones, aún las de carácter personal se les harán por medio del Boletín Judicial. NOTIFÍQUESE. Así lo acordó y firma el C. Juez Primero de lo Civil, Licenciado Alberto Valdez de Luna, asistido de la C. Secretaria de Acuerdos Licenciada María del Refugio Molina Bejarano que autoriza y da fe, con quien actúa y da fe." FIRMADO DOS FIRMAS ILEGIBLES. <box>7 307 185 492</box>
aviso-notarial-mateos <box>2 34 190 278</box>
edicto-vargas-benitez <box>378 1170 568 2119</box>
ad-addressee: HECTOR FERNANDO VELAZQUEZ AVILA <box>576 1182 694 1189</box>
ad-publication-dates: Mex. Mzo. 10-15-18 <box>316 1930 370 1937</box>
ad-header: EDICTO 0004/2022 <box>383 620 440 626</box>
